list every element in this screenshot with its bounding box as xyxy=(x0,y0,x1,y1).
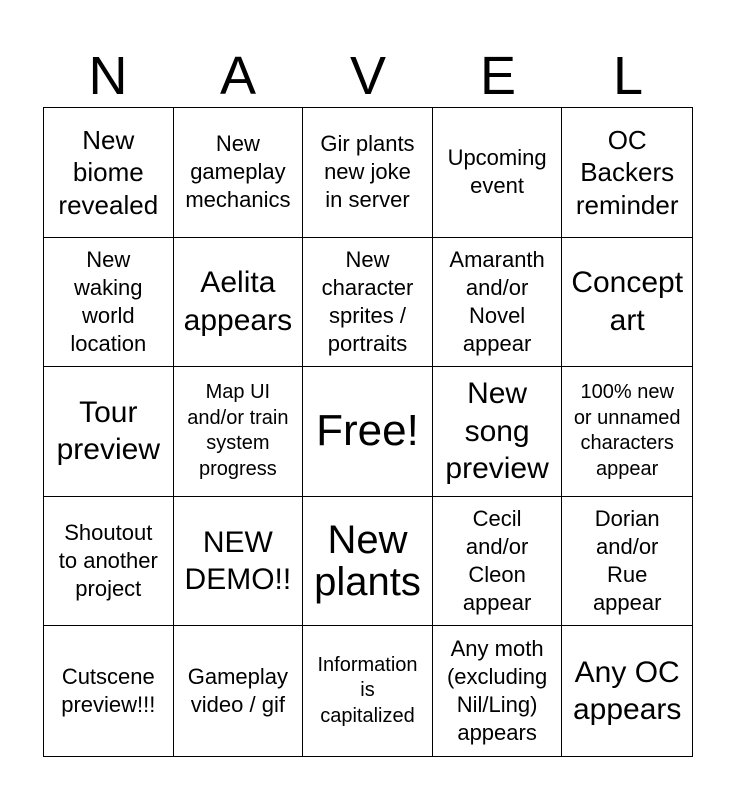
bingo-cell[interactable]: Shoutout to another project xyxy=(44,497,174,627)
bingo-cell[interactable]: 100% new or unnamed characters appear xyxy=(562,367,692,497)
bingo-cell[interactable]: New gameplay mechanics xyxy=(174,108,304,238)
header-letter-a: A xyxy=(219,46,257,106)
bingo-cell[interactable]: Dorian and/or Rue appear xyxy=(562,497,692,627)
bingo-cell[interactable]: New character sprites / portraits xyxy=(303,238,433,368)
bingo-cell[interactable]: Gameplay video / gif xyxy=(174,626,304,756)
bingo-cell[interactable]: Aelita appears xyxy=(174,238,304,368)
bingo-cell[interactable]: Map UI and/or train system progress xyxy=(174,367,304,497)
bingo-cell[interactable]: New plants xyxy=(303,497,433,627)
header-letter-e: E xyxy=(479,46,517,106)
bingo-cell[interactable]: Any OC appears xyxy=(572,655,682,727)
bingo-cell[interactable]: Tour preview xyxy=(44,367,174,497)
bingo-cell[interactable]: Information is capitalized xyxy=(303,626,433,756)
header-letter-v: V xyxy=(349,46,387,106)
bingo-board xyxy=(43,107,693,757)
bingo-cell[interactable]: Cecil and/or Cleon appear xyxy=(433,497,563,627)
header-letter-n: N xyxy=(88,46,128,106)
bingo-cell[interactable]: Any moth (excluding Nil/Ling) appears xyxy=(433,626,563,756)
bingo-cell[interactable]: New song preview xyxy=(433,367,563,497)
bingo-cell[interactable]: Amaranth and/or Novel appear xyxy=(433,238,563,368)
bingo-cell[interactable]: Gir plants new joke in server xyxy=(303,108,433,238)
bingo-cell[interactable]: Cutscene preview!!! xyxy=(44,626,174,756)
bingo-cell[interactable]: New waking world location xyxy=(44,238,174,368)
bingo-cell[interactable]: Concept art xyxy=(562,238,692,368)
bingo-cell[interactable]: OC Backers reminder xyxy=(562,108,692,238)
bingo-cell[interactable]: Upcoming event xyxy=(433,108,563,238)
bingo-header xyxy=(43,44,693,108)
bingo-cell[interactable]: NEW DEMO!! xyxy=(174,497,304,627)
header-letter-l: L xyxy=(612,46,644,106)
bingo-cell[interactable]: New biome revealed xyxy=(44,108,174,238)
free-space-cell[interactable]: Free! xyxy=(303,367,433,497)
